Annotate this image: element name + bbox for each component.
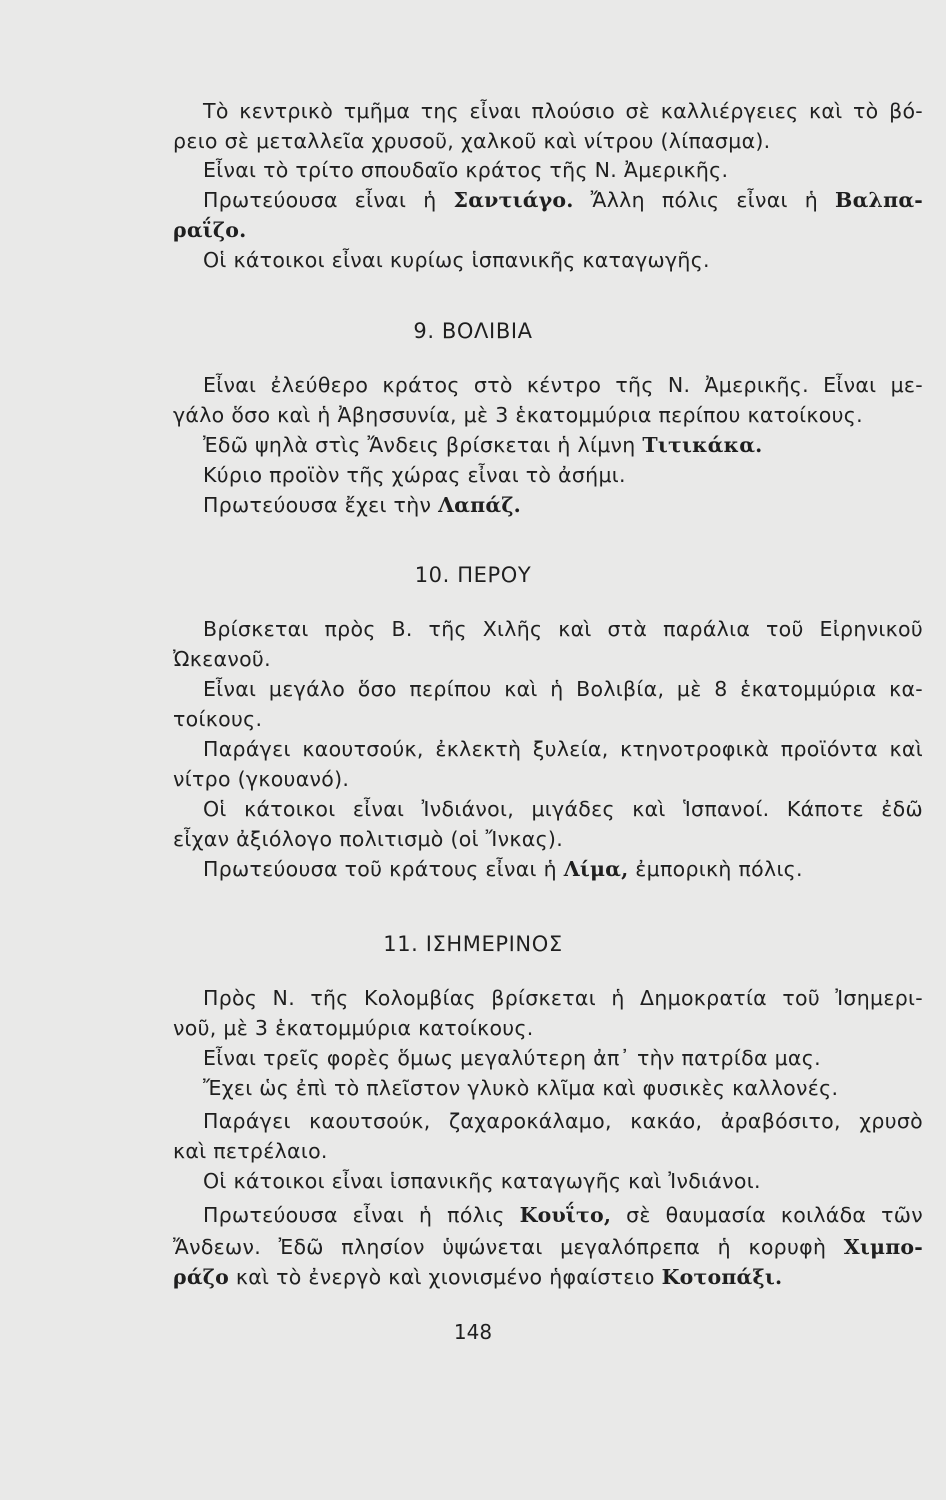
text-line: Τὸ κεντρικὸ τμῆμα της εἶναι πλούσιο σὲ καλλιέργειες καὶ τὸ βό- (203, 99, 923, 123)
text-line: Πρωτεύουσα εἶναι ἡ πόλις Κουΐτο, σὲ θαυμασία κοιλάδα τῶν (203, 1203, 923, 1227)
city-name: Βαλπα- (835, 188, 924, 212)
text-line: Ὠκεανοῦ. (173, 647, 271, 671)
section-heading-ecuador: 11. ΙΣΗΜΕΡΙΝΟΣ (383, 932, 563, 956)
text-line: Πρὸς Ν. τῆς Κολομβίας βρίσκεται ἡ Δημοκρατία τοῦ Ἰσημερι- (203, 986, 923, 1010)
text-line: Οἱ κάτοικοι εἶναι κυρίως ἱσπανικῆς καταγωγῆς. (203, 248, 710, 272)
city-name: Λαπάζ. (438, 493, 522, 517)
page-number: 148 (453, 1320, 493, 1344)
text-line (173, 215, 923, 245)
section-heading-bolivia: 9. ΒΟΛΙΒΙΑ (413, 319, 533, 343)
text-line: Ἔχει ὡς ἐπὶ τὸ πλεῖστον γλυκὸ κλῖμα καὶ φυσικὲς καλλονές. (203, 1076, 839, 1100)
text-line: Κύριο προϊὸν τῆς χώρας εἶναι τὸ ἀσήμι. (203, 463, 626, 487)
city-name: Κουΐτο, (519, 1203, 612, 1227)
text-line: νοῦ, μὲ 3 ἑκατομμύρια κατοίκους. (173, 1016, 534, 1040)
city-name: ραΐζο. (173, 218, 247, 242)
text-line: τοίκους. (173, 707, 263, 731)
text-line: Ἐδῶ ψηλὰ στὶς Ἄνδεις βρίσκεται ἡ λίμνη Τιτικάκα. (203, 433, 763, 457)
text-line: ρειο σὲ μεταλλεῖα χρυσοῦ, χαλκοῦ καὶ νίτρου (λίπασμα). (173, 129, 771, 153)
text-line: Οἱ κάτοικοι εἶναι ἱσπανικῆς καταγωγῆς καὶ Ἰνδιάνοι. (203, 1169, 761, 1193)
text-line: Βρίσκεται πρὸς Β. τῆς Χιλῆς καὶ στὰ παράλια τοῦ Εἰρηνικοῦ (203, 617, 923, 641)
text-line: ράζο καὶ τὸ ἐνεργὸ καὶ χιονισμένο ἡφαίστειο Κοτοπάξι. (173, 1265, 783, 1289)
text-line: νίτρο (γκουανό). (173, 767, 350, 791)
section-heading-peru: 10. ΠΕΡΟΥ (414, 563, 532, 587)
mountain-name: Χιμπο- (843, 1235, 923, 1259)
text-line: Παράγει καουτσούκ, ζαχαροκάλαμο, κακάο, ἀραβόσιτο, χρυσὸ (203, 1109, 923, 1133)
volcano-name: Κοτοπάξι. (661, 1265, 783, 1289)
text-line: Οἱ κάτοικοι εἶναι Ἰνδιάνοι, μιγάδες καὶ Ἱσπανοί. Κάποτε ἐδῶ (203, 797, 923, 821)
text-line: Εἶναι τρεῖς φορὲς ὅμως μεγαλύτερη ἀπ᾿ τὴν πατρίδα μας. (203, 1046, 821, 1070)
text-line: Εἶναι τὸ τρίτο σπουδαῖο κράτος τῆς Ν. Ἀμερικῆς. (203, 158, 729, 182)
city-name: Σαντιάγο. (453, 188, 574, 212)
text-line: Εἶναι μεγάλο ὅσο περίπου καὶ ἡ Βολιβία, μὲ 8 ἑκατομμύρια κα- (203, 677, 923, 701)
text-line: καὶ πετρέλαιο. (173, 1139, 328, 1163)
text-line: Ἄνδεων. Ἐδῶ πλησίον ὑψώνεται μεγαλόπρεπα ἡ κορυφὴ Χιμπο- (173, 1235, 923, 1259)
text-line: Παράγει καουτσούκ, ἐκλεκτὴ ξυλεία, κτηνοτροφικὰ προϊόντα καὶ (203, 737, 923, 761)
city-name: Λίμα, (563, 857, 629, 881)
text-line: Πρωτεύουσα ἔχει τὴν Λαπάζ. (203, 493, 522, 517)
text-line: Πρωτεύουσα εἶναι ἡ Σαντιάγο. Ἄλλη πόλις εἶναι ἡ Βαλπα- (203, 188, 924, 212)
mountain-name: ράζο (173, 1265, 230, 1289)
text-line: Εἶναι ἐλεύθερο κράτος στὸ κέντρο τῆς Ν. Ἀμερικῆς. Εἶναι με- (203, 373, 923, 397)
text-line: γάλο ὅσο καὶ ἡ Ἀβησσυνία, μὲ 3 ἑκατομμύρια περίπου κατοίκους. (173, 403, 863, 427)
text-line: εἶχαν ἀξιόλογο πολιτισμὸ (οἱ Ἴνκας). (173, 827, 564, 851)
lake-name: Τιτικάκα. (642, 433, 763, 457)
text-line: Πρωτεύουσα τοῦ κράτους εἶναι ἡ Λίμα, ἐμπορικὴ πόλις. (203, 857, 803, 881)
